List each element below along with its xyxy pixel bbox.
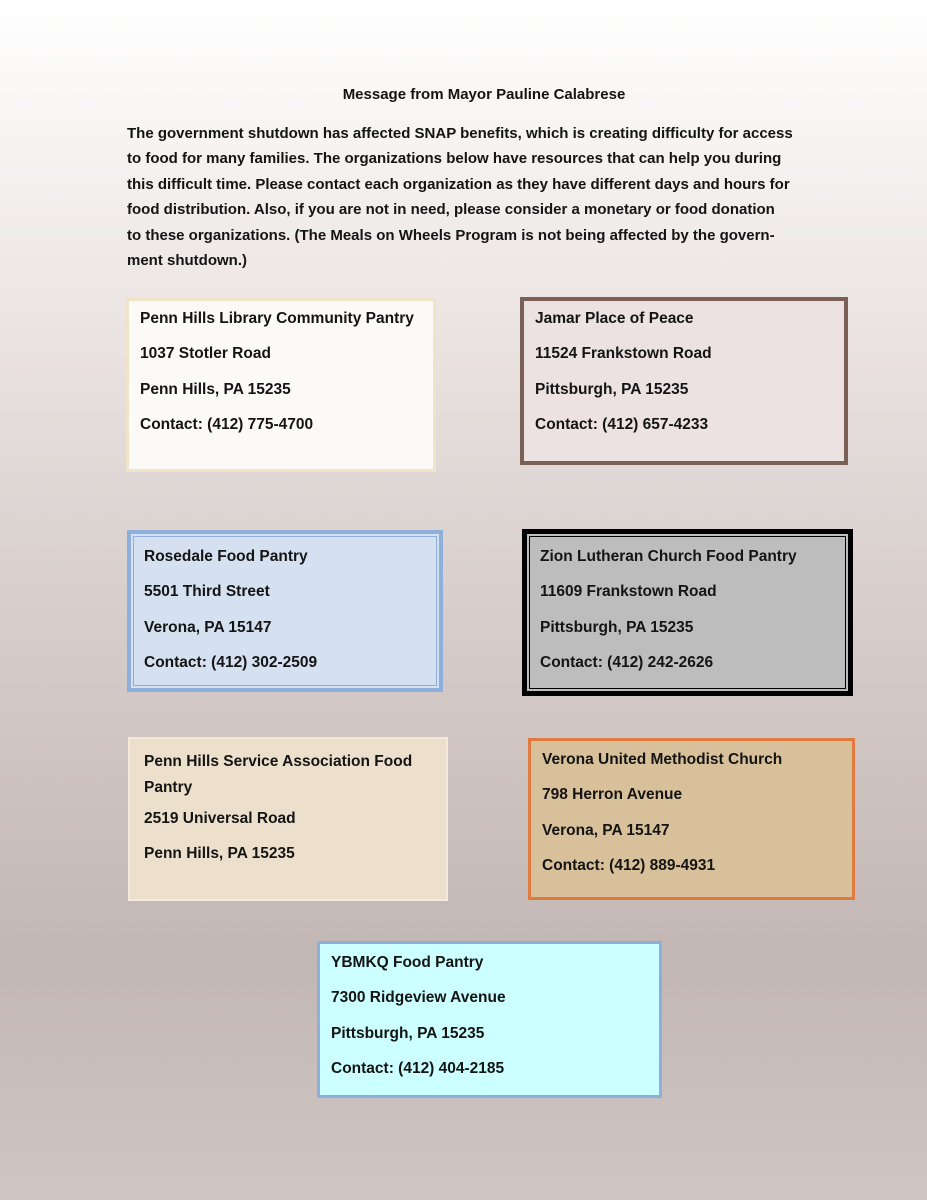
- pantry-name: [144, 749, 432, 801]
- intro-line: food distribution. Also, if you are not in need, please consider a monetary or food donation: [127, 201, 775, 219]
- intro-message: [127, 121, 832, 273]
- pantry-contact: Contact: (412) 657-4233: [535, 415, 709, 433]
- pantry-card-inner-border: [529, 536, 846, 689]
- intro-line: ment shutdown.): [127, 252, 247, 270]
- pantry-card-penn-hills-library: [126, 298, 436, 472]
- pantry-address: 7300 Ridgeview Avenue: [331, 989, 506, 1007]
- pantry-contact: Contact: (412) 775-4700: [140, 415, 314, 433]
- pantry-contact: Contact: (412) 302-2509: [144, 653, 318, 671]
- pantry-address: 11524 Frankstown Road: [535, 345, 712, 363]
- pantry-name: Verona United Methodist Church: [542, 751, 783, 768]
- pantry-card-inner-border: [133, 536, 437, 686]
- pantry-contact: Contact: (412) 404-2185: [331, 1059, 505, 1077]
- pantry-address: 798 Herron Avenue: [542, 786, 683, 804]
- pantry-contact: Contact: (412) 889-4931: [542, 856, 716, 874]
- pantry-card-rosedale: [127, 530, 443, 692]
- pantry-name: Rosedale Food Pantry: [144, 548, 308, 565]
- pantry-city: Pittsburgh, PA 15235: [331, 1024, 485, 1042]
- pantry-address: 2519 Universal Road: [144, 810, 296, 827]
- pantry-city: Penn Hills, PA 15235: [140, 380, 291, 398]
- pantry-name-line: Penn Hills Service Association Food: [144, 753, 413, 770]
- pantry-card-penn-hills-service: [128, 737, 448, 901]
- pantry-name-line: Pantry: [144, 779, 193, 796]
- intro-line: to these organizations. (The Meals on Wheels Program is not being affected by the govern-: [127, 226, 775, 244]
- intro-line: this difficult time. Please contact each organization as they have different days and hours for: [127, 175, 790, 193]
- pantry-city: Verona, PA 15147: [144, 618, 272, 636]
- pantry-address: 5501 Third Street: [144, 583, 270, 601]
- pantry-city: Pittsburgh, PA 15235: [540, 618, 694, 636]
- pantry-name: Zion Lutheran Church Food Pantry: [540, 548, 797, 565]
- pantry-card-verona-united-methodist: [528, 738, 855, 900]
- pantry-name: Jamar Place of Peace: [535, 310, 694, 327]
- pantry-city: Verona, PA 15147: [542, 821, 670, 839]
- pantry-contact: Contact: (412) 242-2626: [540, 653, 714, 671]
- pantry-card-zion-lutheran: [522, 529, 853, 696]
- pantry-card-jamar-place: [520, 297, 848, 465]
- pantry-city: Pittsburgh, PA 15235: [535, 380, 689, 398]
- pantry-card-ybmkq: [317, 941, 662, 1098]
- pantry-city: Penn Hills, PA 15235: [144, 845, 295, 863]
- pantry-address: 1037 Stotler Road: [140, 345, 271, 363]
- page-title: Message from Mayor Pauline Calabrese: [342, 86, 626, 103]
- pantry-address: 11609 Frankstown Road: [540, 583, 717, 601]
- pantry-name: Penn Hills Library Community Pantry: [140, 310, 414, 327]
- intro-line: The government shutdown has affected SNAP benefits, which is creating difficulty for access: [127, 125, 793, 142]
- pantry-name: YBMKQ Food Pantry: [331, 954, 484, 971]
- intro-line: to food for many families. The organizations below have resources that can help you during: [127, 150, 782, 168]
